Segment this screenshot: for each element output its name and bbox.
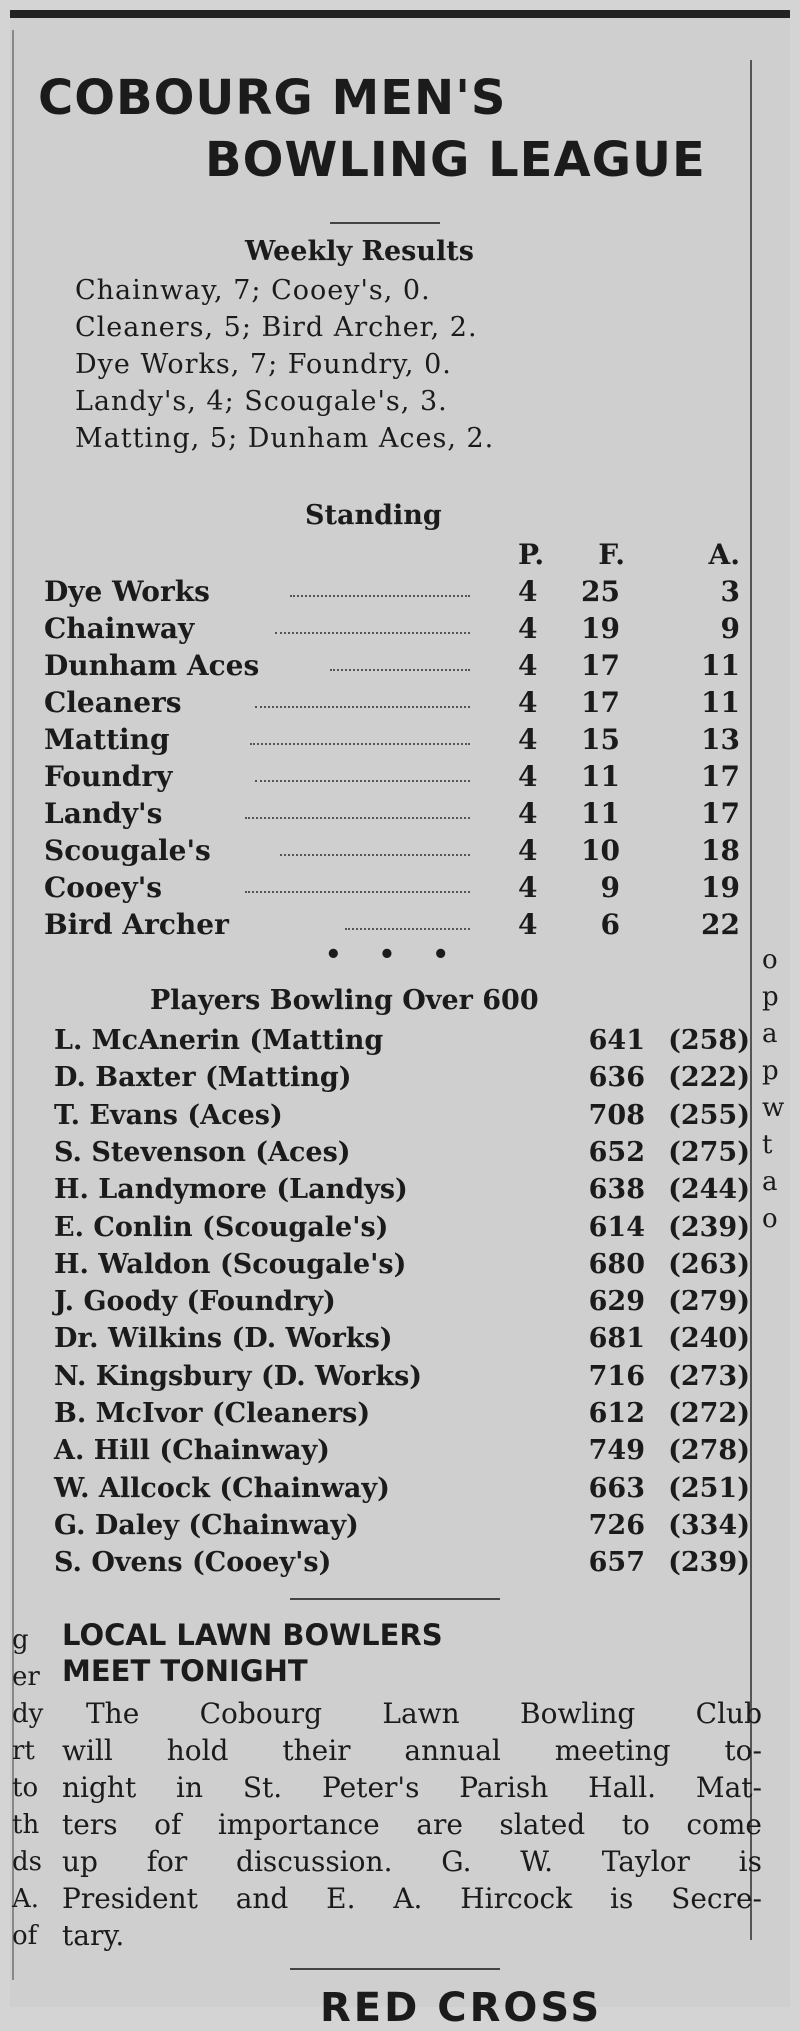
result-line: Cleaners, 5; Bird Archer, 2. — [75, 312, 478, 343]
title-line-1: COBOURG MEN'S — [38, 70, 507, 126]
points-for: 9 — [600, 871, 620, 904]
played: 4 — [518, 723, 538, 756]
points-for: 25 — [581, 575, 620, 608]
points-for: 10 — [581, 834, 620, 867]
col-a: A. — [708, 538, 740, 571]
played: 4 — [518, 834, 538, 867]
high-game: (239) — [668, 1547, 750, 1579]
high-game: (279) — [668, 1286, 750, 1318]
adjacent-column-fragment: of — [12, 1921, 38, 1951]
points-against: 9 — [720, 612, 740, 645]
article-line: will hold their annual meeting to- — [62, 1734, 762, 1767]
team-name: Dunham Aces — [44, 649, 260, 682]
series-score: 614 — [588, 1211, 645, 1243]
player-row — [50, 1025, 750, 1061]
standing-row — [40, 686, 740, 722]
high-game: (222) — [668, 1062, 750, 1094]
bottom-divider — [290, 1968, 500, 1970]
team-name: Matting — [44, 723, 170, 756]
player-row — [50, 1510, 750, 1546]
high-game: (275) — [668, 1136, 750, 1168]
result-line: Chainway, 7; Cooey's, 0. — [75, 275, 431, 306]
adjacent-column-fragment: t — [762, 1130, 773, 1160]
series-score: 749 — [588, 1435, 645, 1467]
leader-dots — [280, 854, 470, 856]
player-name: N. Kingsbury (D. Works) — [54, 1360, 423, 1392]
points-for: 11 — [581, 760, 620, 793]
adjacent-column-fragment: to — [12, 1773, 39, 1803]
series-score: 657 — [588, 1547, 645, 1579]
article-line: up for discussion. G. W. Taylor is — [62, 1845, 762, 1878]
series-score: 708 — [588, 1099, 645, 1131]
player-name: G. Daley (Chainway) — [54, 1509, 359, 1541]
article-line: President and E. A. Hircock is Secre- — [62, 1882, 762, 1915]
points-against: 22 — [701, 908, 740, 941]
series-score: 652 — [588, 1136, 645, 1168]
high-game: (258) — [668, 1025, 750, 1056]
col-f: F. — [598, 538, 625, 571]
adjacent-column-fragment: p — [762, 982, 779, 1012]
standing-heading: Standing — [305, 500, 442, 531]
adjacent-column-fragment: o — [762, 1204, 778, 1234]
played: 4 — [518, 908, 538, 941]
high-game: (278) — [668, 1435, 750, 1467]
standing-row — [40, 575, 740, 611]
player-name: H. Waldon (Scougale's) — [54, 1248, 407, 1280]
adjacent-column-fragment: dy — [12, 1699, 44, 1729]
adjacent-column-fragment: ds — [12, 1847, 42, 1877]
standing-row — [40, 649, 740, 685]
player-row — [50, 1100, 750, 1136]
player-row — [50, 1062, 750, 1098]
team-name: Bird Archer — [44, 908, 229, 941]
adjacent-column-fragment: a — [762, 1167, 778, 1197]
points-against: 19 — [701, 871, 740, 904]
player-name: S. Ovens (Cooey's) — [54, 1547, 332, 1579]
player-row — [50, 1174, 750, 1210]
col-p: P. — [518, 538, 545, 571]
series-score: 663 — [588, 1472, 645, 1504]
played: 4 — [518, 760, 538, 793]
adjacent-column-fragment: th — [12, 1810, 40, 1840]
standing-row — [40, 871, 740, 907]
player-name: A. Hill (Chainway) — [54, 1435, 330, 1467]
high-game: (251) — [668, 1472, 750, 1504]
adjacent-column-fragment: w — [762, 1093, 785, 1123]
adjacent-column-fragment: g — [12, 1625, 29, 1655]
series-score: 636 — [588, 1062, 645, 1094]
top-rule — [10, 10, 790, 18]
team-name: Cooey's — [44, 871, 163, 904]
high-game: (240) — [668, 1323, 750, 1355]
article-body — [62, 1695, 762, 1954]
played: 4 — [518, 649, 538, 682]
player-name: E. Conlin (Scougale's) — [54, 1211, 389, 1243]
player-row — [50, 1212, 750, 1248]
high-game: (272) — [668, 1398, 750, 1429]
points-for: 15 — [581, 723, 620, 756]
player-row — [50, 1137, 750, 1173]
played: 4 — [518, 686, 538, 719]
team-name: Dye Works — [44, 575, 210, 608]
leader-dots — [245, 891, 470, 893]
points-against: 18 — [701, 834, 740, 867]
standing-row — [40, 908, 740, 944]
points-against: 3 — [720, 575, 740, 608]
result-line: Landy's, 4; Scougale's, 3. — [75, 386, 448, 417]
series-score: 612 — [588, 1398, 645, 1429]
points-against: 13 — [701, 723, 740, 756]
player-row — [50, 1435, 750, 1471]
article-headline-1: LOCAL LAWN BOWLERS — [62, 1618, 443, 1652]
series-score: 716 — [588, 1360, 645, 1392]
player-name: B. McIvor (Cleaners) — [54, 1398, 371, 1429]
player-name: S. Stevenson (Aces) — [54, 1136, 351, 1168]
leader-dots — [255, 706, 470, 708]
standing-row — [40, 760, 740, 796]
series-score: 629 — [588, 1286, 645, 1318]
points-for: 19 — [581, 612, 620, 645]
weekly-results-heading: Weekly Results — [245, 236, 474, 267]
series-score: 680 — [588, 1248, 645, 1280]
high-game: (244) — [668, 1174, 750, 1206]
standing-row — [40, 612, 740, 648]
section-separator: • • • — [325, 940, 463, 970]
high-game: (239) — [668, 1211, 750, 1243]
series-score: 641 — [588, 1025, 645, 1056]
players-heading: Players Bowling Over 600 — [150, 985, 539, 1016]
series-score: 638 — [588, 1174, 645, 1206]
points-against: 17 — [701, 797, 740, 830]
points-for: 17 — [581, 649, 620, 682]
team-name: Scougale's — [44, 834, 211, 867]
adjacent-column-fragment: rt — [12, 1736, 35, 1766]
adjacent-column-fragment: p — [762, 1056, 779, 1086]
standing-row — [40, 797, 740, 833]
adjacent-column-fragment: a — [762, 1019, 778, 1049]
player-row — [50, 1323, 750, 1359]
standing-row — [40, 834, 740, 870]
player-row — [50, 1249, 750, 1285]
points-for: 17 — [581, 686, 620, 719]
leader-dots — [275, 632, 470, 634]
points-against: 11 — [701, 649, 740, 682]
column-rule-right — [750, 60, 752, 1940]
played: 4 — [518, 612, 538, 645]
player-name: Dr. Wilkins (D. Works) — [54, 1323, 393, 1355]
high-game: (255) — [668, 1099, 750, 1131]
player-name: J. Goody (Foundry) — [54, 1286, 336, 1318]
leader-dots — [345, 928, 470, 930]
team-name: Foundry — [44, 760, 173, 793]
points-for: 11 — [581, 797, 620, 830]
team-name: Chainway — [44, 612, 195, 645]
played: 4 — [518, 871, 538, 904]
player-name: L. McAnerin (Matting — [54, 1025, 384, 1056]
article-line: The Cobourg Lawn Bowling Club — [86, 1697, 762, 1730]
cut-off-headline: RED CROSS — [320, 1985, 603, 2031]
player-name: H. Landymore (Landys) — [54, 1174, 408, 1206]
article-headline-2: MEET TONIGHT — [62, 1654, 308, 1688]
series-score: 681 — [588, 1323, 645, 1355]
leader-dots — [290, 595, 470, 597]
adjacent-column-fragment: A. — [12, 1884, 40, 1914]
series-score: 726 — [588, 1509, 645, 1541]
points-against: 11 — [701, 686, 740, 719]
points-for: 6 — [600, 908, 620, 941]
adjacent-column-fragment: o — [762, 945, 778, 975]
high-game: (273) — [668, 1360, 750, 1392]
player-name: W. Allcock (Chainway) — [54, 1472, 390, 1504]
article-line: tary. — [62, 1919, 125, 1952]
player-row — [50, 1473, 750, 1509]
article-line: ters of importance are slated to come — [62, 1808, 762, 1841]
player-row — [50, 1286, 750, 1322]
article-divider — [290, 1598, 500, 1600]
player-name: D. Baxter (Matting) — [54, 1062, 352, 1094]
player-row — [50, 1361, 750, 1397]
high-game: (334) — [668, 1509, 750, 1541]
high-game: (263) — [668, 1248, 750, 1280]
leader-dots — [250, 743, 470, 745]
leader-dots — [255, 780, 470, 782]
result-line: Dye Works, 7; Foundry, 0. — [75, 349, 452, 380]
leader-dots — [330, 669, 470, 671]
player-name: T. Evans (Aces) — [54, 1099, 283, 1131]
article-line: night in St. Peter's Parish Hall. Mat- — [62, 1771, 762, 1804]
title-divider — [330, 222, 440, 224]
adjacent-column-fragment: er — [12, 1662, 40, 1692]
played: 4 — [518, 797, 538, 830]
title-line-2: BOWLING LEAGUE — [205, 132, 706, 188]
team-name: Landy's — [44, 797, 163, 830]
standing-header — [40, 538, 740, 574]
player-row — [50, 1398, 750, 1434]
player-row — [50, 1547, 750, 1583]
team-name: Cleaners — [44, 686, 182, 719]
leader-dots — [245, 817, 470, 819]
result-line: Matting, 5; Dunham Aces, 2. — [75, 423, 495, 454]
played: 4 — [518, 575, 538, 608]
points-against: 17 — [701, 760, 740, 793]
standing-row — [40, 723, 740, 759]
